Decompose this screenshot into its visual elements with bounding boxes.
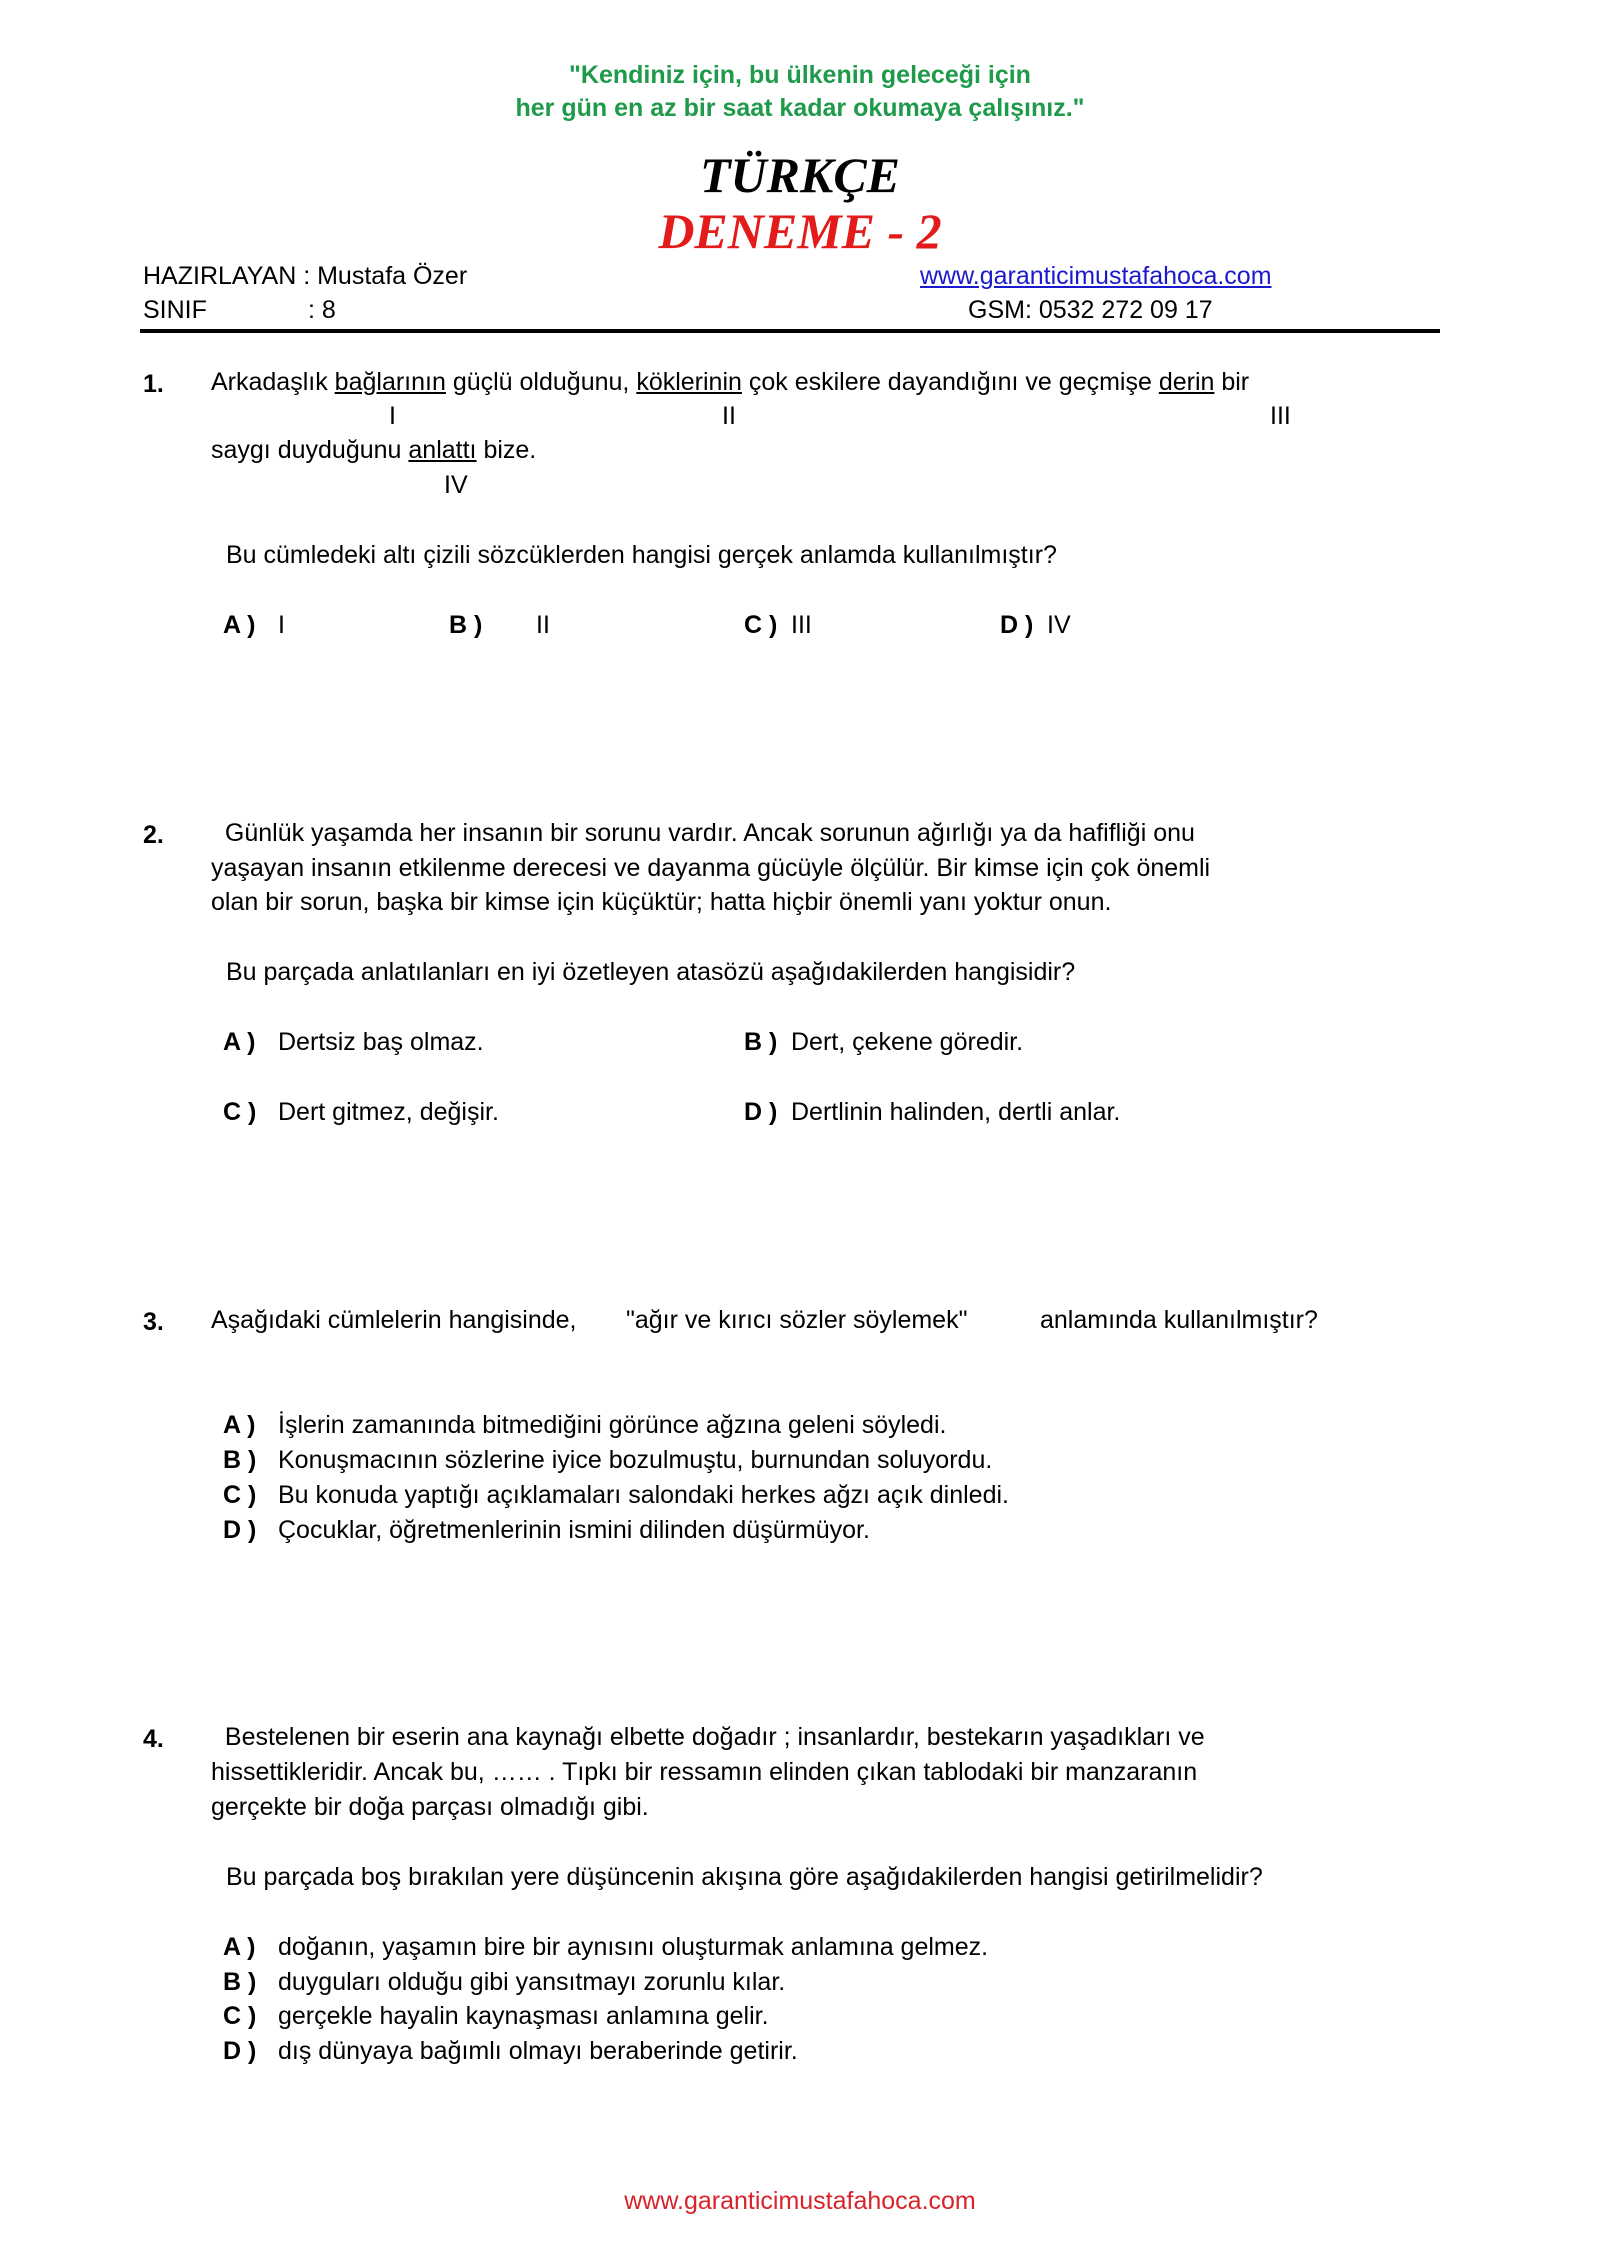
question-3-prompt-part-1: Aşağıdaki cümlelerin hangisinde, bbox=[211, 1306, 577, 1334]
question-1-line-1 bbox=[211, 370, 1249, 395]
q3-option-b[interactable] bbox=[223, 1448, 256, 1473]
q1-option-c[interactable] bbox=[744, 613, 777, 638]
q1-marker-3: III bbox=[1270, 402, 1291, 430]
q1-text: Arkadaşlık bbox=[211, 368, 335, 396]
question-2-prompt: Bu parçada anlatılanları en iyi özetleyen atasözü aşağıdakilerden hangisidir? bbox=[226, 958, 1076, 986]
motto-line-2: her gün en az bir saat kadar okumaya çalışınız." bbox=[515, 94, 1085, 122]
q2-option-a[interactable] bbox=[223, 1030, 255, 1055]
question-2-line-3: olan bir sorun, başka bir kimse için küçüktür; hatta hiçbir önemli yanı yoktur onun. bbox=[211, 888, 1112, 916]
page-subtitle: DENEME - 2 bbox=[658, 203, 942, 259]
q4-option-b[interactable] bbox=[223, 1970, 256, 1995]
option-label: A ) bbox=[223, 611, 256, 639]
question-3-prompt-quote: "ağır ve kırıcı sözler söylemek" bbox=[626, 1306, 968, 1334]
q1-underlined-word-3: derin bbox=[1158, 368, 1215, 396]
option-label: B ) bbox=[449, 611, 483, 639]
q1-marker-1: I bbox=[389, 402, 396, 430]
q2-option-d-text: Dertlinin halinden, dertli anlar. bbox=[791, 1098, 1121, 1126]
question-4-line-1: Bestelenen bir eserin ana kaynağı elbette doğadır ; insanlardır, bestekarın yaşadıkları ve bbox=[211, 1723, 1205, 1751]
question-2-line-2: yaşayan insanın etkilenme derecesi ve dayanma gücüyle ölçülür. Bir kimse için çok önemli bbox=[211, 854, 1211, 882]
question-4-prompt: Bu parçada boş bırakılan yere düşüncenin akışına göre aşağıdakilerden hangisi getirilmelidir? bbox=[226, 1863, 1263, 1891]
option-label: C ) bbox=[744, 611, 778, 639]
q1-option-b-text: II bbox=[536, 611, 550, 639]
q1-underlined-word-4: anlattı bbox=[408, 436, 477, 464]
option-label: B ) bbox=[223, 1446, 257, 1474]
q4-option-a-text: doğanın, yaşamın bire bir aynısını oluşturmak anlamına gelmez. bbox=[278, 1933, 989, 1961]
q1-marker-2: II bbox=[722, 402, 736, 430]
option-label: A ) bbox=[223, 1028, 256, 1056]
q3-option-b-text: Konuşmacının sözlerine iyice bozulmuştu, burnundan soluyordu. bbox=[278, 1446, 993, 1474]
option-label: A ) bbox=[223, 1411, 256, 1439]
option-label: A ) bbox=[223, 1933, 256, 1961]
motto-line-1: "Kendiniz için, bu ülkenin geleceği için bbox=[569, 61, 1031, 89]
option-label: D ) bbox=[223, 2037, 257, 2065]
option-label: C ) bbox=[223, 1481, 257, 1509]
header-divider bbox=[140, 329, 1440, 333]
q1-option-a-text: I bbox=[278, 611, 285, 639]
q2-option-c-text: Dert gitmez, değişir. bbox=[278, 1098, 499, 1126]
q2-option-c[interactable] bbox=[223, 1100, 256, 1125]
phone-number: GSM: 0532 272 09 17 bbox=[968, 296, 1213, 324]
q1-underlined-word-2: köklerinin bbox=[636, 368, 742, 396]
class-value: : 8 bbox=[308, 296, 336, 324]
q1-option-d[interactable] bbox=[1000, 613, 1033, 638]
q3-option-c-text: Bu konuda yaptığı açıklamaları salondaki herkes ağzı açık dinledi. bbox=[278, 1481, 1009, 1509]
q2-option-b[interactable] bbox=[744, 1030, 777, 1055]
q3-option-d[interactable] bbox=[223, 1518, 256, 1543]
q4-option-b-text: duyguları olduğu gibi yansıtmayı zorunlu kılar. bbox=[278, 1968, 786, 1996]
q1-option-b[interactable] bbox=[449, 613, 482, 638]
q3-option-a[interactable] bbox=[223, 1413, 255, 1438]
author-label: HAZIRLAYAN : Mustafa Özer bbox=[143, 262, 468, 290]
q2-option-a-text: Dertsiz baş olmaz. bbox=[278, 1028, 484, 1056]
question-3-number: 3. bbox=[143, 1308, 164, 1336]
q3-option-a-text: İşlerin zamanında bitmediğini görünce ağzına geleni söyledi. bbox=[278, 1411, 947, 1439]
page-title: TÜRKÇE bbox=[699, 147, 901, 203]
footer-website[interactable]: www.garanticimustafahoca.com bbox=[624, 2187, 976, 2215]
question-1-prompt: Bu cümledeki altı çizili sözcüklerden hangisi gerçek anlamda kullanılmıştır? bbox=[226, 541, 1057, 569]
q1-underlined-word-1: bağlarının bbox=[334, 368, 446, 396]
option-label: C ) bbox=[223, 2002, 257, 2030]
q4-option-d[interactable] bbox=[223, 2039, 256, 2064]
class-label: SINIF bbox=[143, 296, 207, 324]
question-4-line-2: hissettikleridir. Ancak bu, …… . Tıpkı bir ressamın elinden çıkan tablodaki bir manzaranın bbox=[211, 1758, 1198, 1786]
question-1-number: 1. bbox=[143, 370, 164, 398]
question-1-line-2 bbox=[211, 438, 536, 463]
question-2-line-1: Günlük yaşamda her insanın bir sorunu vardır. Ancak sorunun ağırlığı ya da hafifliği onu bbox=[211, 819, 1195, 847]
q1-option-d-text: IV bbox=[1047, 611, 1071, 639]
option-label: B ) bbox=[223, 1968, 257, 1996]
q1-text: güçlü olduğunu, bbox=[445, 368, 637, 396]
q1-text: saygı duyduğunu bbox=[211, 436, 409, 464]
q3-option-d-text: Çocuklar, öğretmenlerinin ismini dilinden düşürmüyor. bbox=[278, 1516, 870, 1544]
q4-option-c[interactable] bbox=[223, 2004, 256, 2029]
q3-option-c[interactable] bbox=[223, 1483, 256, 1508]
q4-option-d-text: dış dünyaya bağımlı olmayı beraberinde getirir. bbox=[278, 2037, 798, 2065]
question-2-number: 2. bbox=[143, 821, 164, 849]
option-label: B ) bbox=[744, 1028, 778, 1056]
option-label: D ) bbox=[744, 1098, 778, 1126]
q4-option-a[interactable] bbox=[223, 1935, 255, 1960]
q1-text: bize. bbox=[476, 436, 537, 464]
q1-option-c-text: III bbox=[791, 611, 812, 639]
q1-option-a[interactable] bbox=[223, 613, 255, 638]
question-4-number: 4. bbox=[143, 1725, 164, 1753]
option-label: C ) bbox=[223, 1098, 257, 1126]
website-link[interactable]: www.garanticimustafahoca.com bbox=[920, 262, 1272, 290]
q4-option-c-text: gerçekle hayalin kaynaşması anlamına gelir. bbox=[278, 2002, 769, 2030]
q1-text: çok eskilere dayandığını ve geçmişe bbox=[741, 368, 1159, 396]
option-label: D ) bbox=[1000, 611, 1034, 639]
q2-option-b-text: Dert, çekene göredir. bbox=[791, 1028, 1024, 1056]
option-label: D ) bbox=[223, 1516, 257, 1544]
q1-marker-4: IV bbox=[444, 471, 468, 499]
q1-text: bir bbox=[1214, 368, 1250, 396]
question-3-prompt-part-2: anlamında kullanılmıştır? bbox=[1040, 1306, 1318, 1334]
q2-option-d[interactable] bbox=[744, 1100, 777, 1125]
question-4-line-3: gerçekte bir doğa parçası olmadığı gibi. bbox=[211, 1793, 649, 1821]
